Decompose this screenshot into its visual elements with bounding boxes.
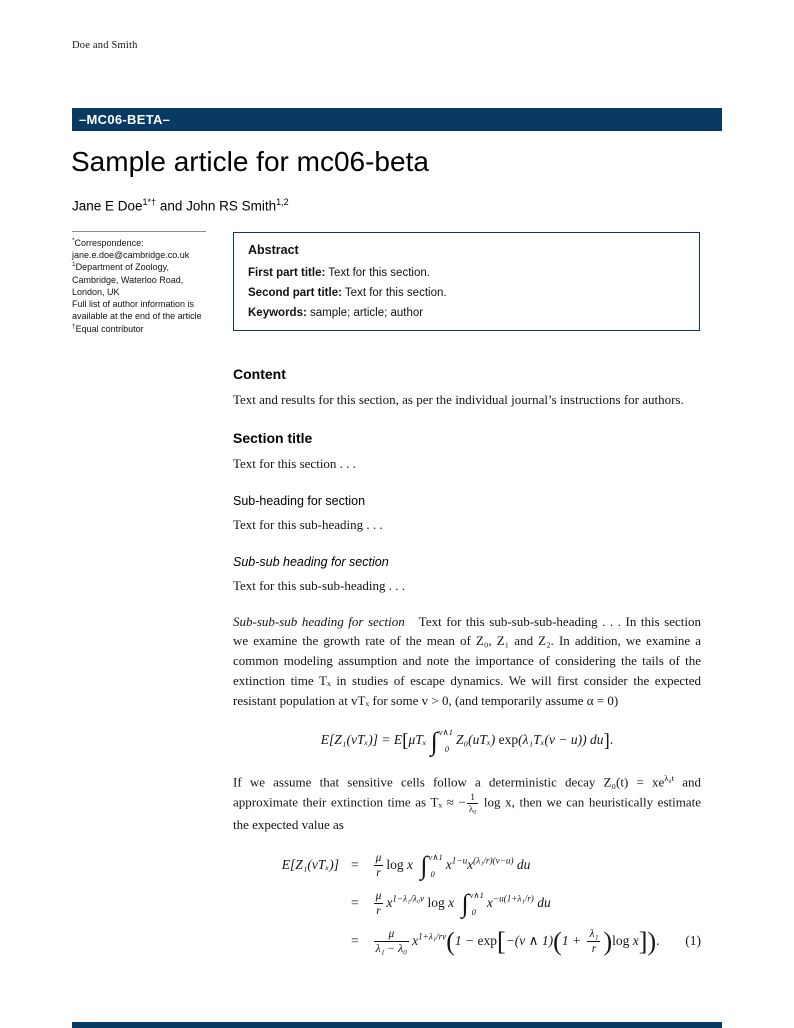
equation-line-3	[261, 927, 701, 957]
exponent: 1−λ₁/λ₀v	[392, 893, 425, 904]
integral-lower-limit: 0	[430, 868, 435, 879]
math-token: du	[513, 856, 531, 872]
left-bracket: [	[497, 926, 506, 956]
run-in-paragraph	[233, 612, 701, 711]
math-token: μTₓ	[408, 732, 427, 748]
exp-function: exp	[498, 732, 519, 748]
authors-line	[72, 197, 289, 214]
integral-sign	[431, 726, 453, 756]
keywords-label: Keywords:	[248, 307, 307, 319]
math-token: 1 −	[454, 932, 478, 948]
integral-limits	[429, 851, 443, 881]
math-token: x	[486, 894, 493, 910]
correspondence-label-line	[72, 237, 216, 249]
full-list-note: Full list of author information is available at the end of the article	[72, 299, 202, 322]
fraction-numerator: 1	[467, 792, 479, 804]
math-token: log x, then we can heuristically estimate the expected value as	[233, 794, 701, 832]
content-paragraph: Text and results for this section, as per the individual journal’s instructions for authors.	[233, 392, 684, 408]
math-token: x	[403, 856, 417, 872]
fraction-denominator: r	[376, 905, 381, 918]
abstract-first-label: First part title:	[248, 267, 326, 279]
fraction	[374, 851, 384, 881]
author-1: Jane E Doe	[72, 198, 143, 214]
equation-rhs	[371, 927, 660, 957]
math-token: If we assume that sensitive cells follow a deterministic decay Z₀(t) = xe	[233, 774, 665, 790]
equals-sign: =	[351, 895, 359, 911]
subsection-paragraph: Text for this sub-heading . . .	[233, 517, 383, 533]
equal-contributor-text: Equal contributor	[75, 323, 144, 334]
math-token: x	[444, 894, 458, 910]
journal-banner	[72, 108, 722, 131]
fraction	[374, 889, 384, 919]
equation-rhs	[371, 889, 551, 919]
footnote-rule	[72, 231, 206, 232]
equation-content	[320, 726, 614, 756]
fraction-denominator: λ₁ − λ₀	[375, 943, 408, 956]
fraction-denominator: λ₀	[468, 804, 477, 815]
math-token: (λ₁Tₓ(v − u))	[518, 732, 587, 748]
exponent: 1+λ₁/rv	[418, 931, 447, 942]
author-2: John RS Smith	[186, 198, 277, 214]
integral-glyph: ∫	[430, 726, 438, 756]
exponent: 1−u	[451, 855, 468, 866]
inline-fraction	[467, 792, 479, 815]
integral-upper-limit: v∧1	[469, 889, 484, 900]
math-token: .	[609, 732, 614, 748]
integral-lower-limit: 0	[444, 744, 449, 755]
equation-lhs: E[Z₁(vTₓ)]	[281, 857, 339, 873]
math-token: −(v ∧ 1)	[505, 932, 554, 948]
integral-upper-limit: v∧1	[438, 727, 453, 738]
subsection-heading: Sub-heading for section	[233, 494, 366, 509]
subsubsection-paragraph: Text for this sub-sub-heading . . .	[233, 577, 406, 593]
integral-upper-limit: v∧1	[428, 851, 443, 862]
abstract-box	[233, 232, 700, 331]
banner-label: –MC06-BETA–	[79, 112, 171, 127]
right-paren: )	[647, 926, 657, 956]
abstract-second-part	[248, 287, 685, 299]
running-header: Doe and Smith	[72, 40, 138, 51]
log-function: log	[612, 932, 630, 948]
equal-contributor-line	[72, 323, 216, 335]
correspondence-sidebar	[72, 237, 216, 335]
equation-line-2	[261, 889, 701, 919]
abstract-second-label: Second part title:	[248, 287, 342, 299]
fraction-denominator: r	[376, 867, 381, 880]
exponent: (λ₁/r)(v−u)	[473, 855, 514, 866]
keywords-text: sample; article; author	[306, 307, 424, 319]
affiliation-line	[72, 261, 216, 298]
fraction-numerator: μ	[374, 927, 409, 942]
run-in-heading: Sub-sub-sub heading for section	[233, 613, 405, 629]
left-paren: (	[553, 926, 562, 956]
section-heading: Section title	[233, 430, 313, 447]
equal-contributor-dagger: †	[72, 322, 76, 330]
log-function: log	[386, 856, 404, 872]
display-equation	[233, 726, 701, 756]
math-token: x	[445, 856, 452, 872]
math-token: and approximate their extinction time as Tₓ ≈ −	[233, 774, 701, 810]
fraction-numerator: μ	[374, 889, 384, 904]
math-token: x	[386, 894, 393, 910]
abstract-first-text: Text for this section.	[325, 267, 430, 279]
integral-sign	[462, 889, 484, 919]
article-body	[233, 356, 701, 964]
abstract-heading: Abstract	[248, 243, 299, 257]
math-token: 1 +	[561, 932, 585, 948]
article-title: Sample article for mc06-beta	[71, 146, 429, 177]
abstract-second-text: Text for this section.	[341, 287, 447, 299]
math-token: du	[586, 732, 604, 748]
equation-line-1	[261, 851, 701, 881]
math-token: du	[533, 894, 551, 910]
author-2-superscript: 1,2	[276, 197, 289, 207]
affiliation-superscript: 1	[72, 261, 76, 269]
integral-sign	[420, 851, 442, 881]
left-paren: (	[446, 926, 455, 956]
correspondence-label: Correspondence:	[74, 238, 144, 248]
correspondence-email[interactable]: jane.e.doe@cambridge.co.uk	[72, 250, 190, 261]
math-token: x	[412, 932, 419, 948]
exp-function: exp	[477, 932, 498, 948]
correspondence-star: *	[72, 237, 75, 244]
fraction	[374, 927, 409, 957]
equation-array	[233, 851, 701, 957]
math-token: x	[467, 856, 474, 872]
equation-number: (1)	[685, 933, 701, 949]
author-1-superscript: 1*†	[142, 197, 157, 207]
left-bracket: [	[402, 730, 409, 752]
integral-lower-limit: 0	[471, 906, 476, 917]
run-in-body: Text for this sub-sub-sub-heading . . . In this section we examine the growth rate of the mean of Z₀, Z₁ and Z₂. In addition, we examine a common modeling assumption and note the importance of considering the tails of the extinction time Tₓ in studies of escape dynamics. We will first consider the expected resistant population at vTₓ for some v > 0, (and temporarily assume α = 0)	[233, 613, 702, 708]
content-heading: Content	[233, 366, 286, 382]
right-bracket: ]	[638, 926, 648, 956]
right-bracket: ]	[603, 730, 610, 752]
integral-glyph: ∫	[420, 851, 428, 880]
fraction-numerator: μ	[374, 851, 384, 866]
abstract-keywords	[248, 307, 685, 319]
exponent: −u(1+λ₁/r)	[492, 893, 534, 904]
math-token: x	[629, 932, 639, 948]
second-paragraph	[233, 772, 701, 834]
affiliation-text: Department of Zoology, Cambridge, Waterloo Road, London, UK	[72, 262, 184, 297]
math-token: E[Z₁(vTₓ)] = E	[320, 732, 403, 748]
fraction-numerator: λ₁	[587, 927, 600, 942]
log-function: log	[424, 894, 445, 910]
authors-joiner: and	[156, 198, 187, 214]
abstract-first-part	[248, 267, 685, 279]
math-token: Z₀(uTₓ)	[455, 732, 499, 748]
equation-rhs	[371, 851, 531, 881]
integral-glyph: ∫	[461, 889, 469, 918]
integral-limits	[470, 889, 484, 919]
fraction-denominator: r	[591, 943, 597, 956]
right-paren: )	[603, 926, 613, 956]
exponent: λ₀t	[664, 773, 675, 784]
subsubsection-heading: Sub-sub heading for section	[233, 554, 389, 569]
integral-limits	[439, 726, 453, 756]
math-token: .	[656, 932, 660, 948]
footer-bar	[72, 1022, 722, 1028]
fraction	[587, 927, 600, 957]
section-paragraph: Text for this section . . .	[233, 456, 356, 472]
equals-sign: =	[351, 857, 359, 873]
equals-sign: =	[351, 933, 359, 949]
